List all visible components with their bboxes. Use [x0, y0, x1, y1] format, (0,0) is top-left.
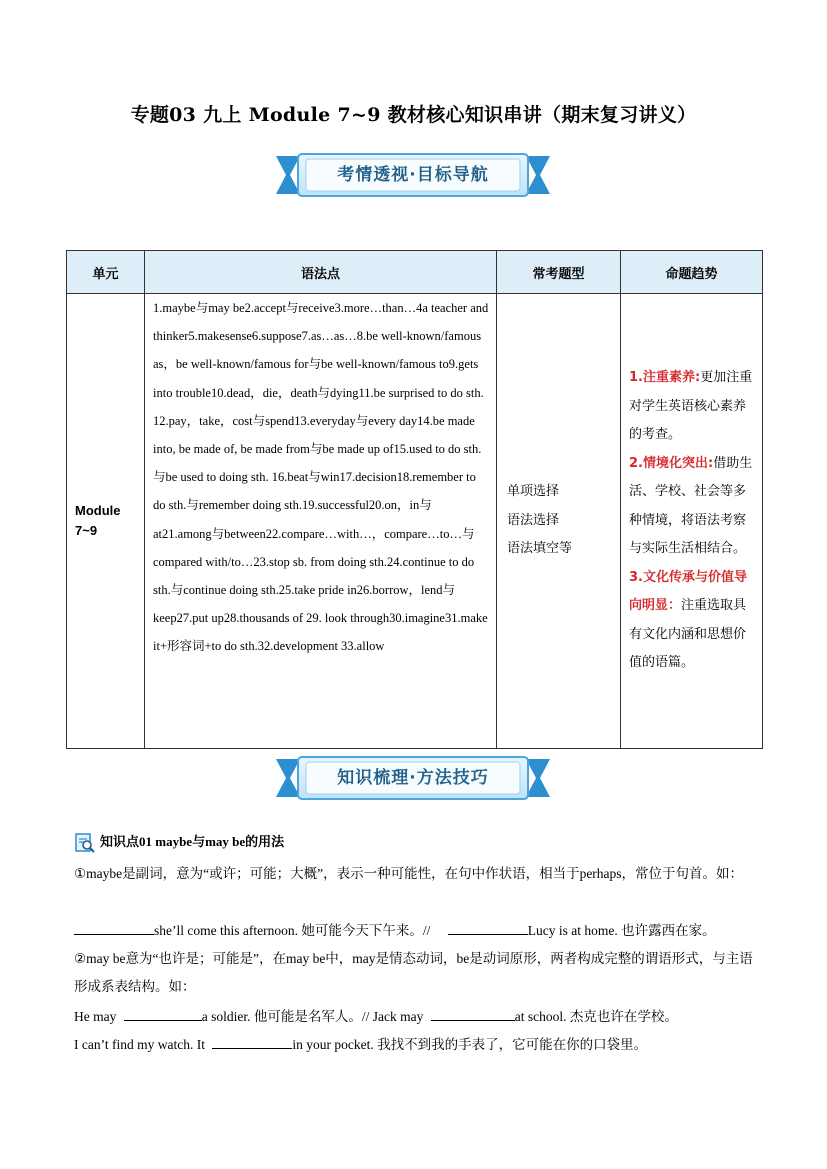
knowledge-point-heading [74, 830, 764, 854]
trend-text: 借助生活、学校、社会等多种情境，将语法考察与实际生活相结合。 [629, 455, 753, 557]
section-banner-exam-overview [276, 152, 550, 198]
example-line [74, 1003, 764, 1031]
fill-blank [124, 1006, 202, 1021]
trend-label: 2.情境化突出: [629, 455, 714, 471]
header-trends: 命题趋势 [621, 251, 763, 294]
example-text: a soldier. 他可能是名军人。// Jack may [201, 1009, 424, 1024]
fill-blank [74, 920, 154, 935]
trend-text: 注重选取具有文化内涵和思想价值的语篇。 [629, 598, 747, 671]
trends-cell [621, 294, 763, 749]
trend-item [629, 364, 754, 450]
banner-title: 考情透视·目标导航 [337, 165, 489, 185]
example-text: He may [74, 1009, 117, 1024]
paragraph-maybe: ①maybe是副词，意为“或许；可能；大概”，表示一种可能性，在句中作状语，相当于perhaps，常位于句首。如： [74, 866, 744, 881]
example-text: Lucy is at home. 也许露西在家。 [527, 923, 716, 938]
example-line [74, 917, 764, 945]
header-unit: 单元 [67, 251, 145, 294]
trend-label: 1.注重素养: [629, 370, 701, 386]
table-row [67, 294, 763, 749]
paragraph-may-be: ②may be意为“也许是；可能是”，在may be中，may是情态动词，be是动词原形，两者构成完整的谓语形式，与主语形成系表结构。如： [74, 951, 753, 994]
question-type-item: 语法填空等 [507, 541, 573, 557]
page-title: 专题03 九上 Module 7~9 教材核心知识串讲（期末复习讲义） [130, 104, 697, 126]
example-text: at school. 杰克也许在学校。 [514, 1009, 678, 1024]
trend-item [629, 564, 754, 678]
example-line [74, 1031, 764, 1059]
header-question-types: 常考题型 [497, 251, 621, 294]
fill-blank [448, 920, 528, 935]
table-header-row [67, 251, 763, 294]
example-text: she’ll come this afternoon. 她可能今天下午来。// [154, 923, 431, 938]
banner-title: 知识梳理·方法技巧 [337, 768, 489, 788]
header-grammar-points: 语法点 [145, 251, 497, 294]
fill-blank [212, 1034, 292, 1049]
question-type-item: 单项选择 [507, 484, 560, 500]
example-text: in your pocket. 我找不到我的手表了，它可能在你的口袋里。 [292, 1037, 648, 1052]
section-banner-knowledge-review [276, 755, 550, 801]
question-type-item: 语法选择 [507, 512, 560, 528]
trend-text: 更加注重对学生英语核心素养的考查。 [629, 370, 753, 443]
knowledge-point-title: 知识点01 maybe与may be的用法 [100, 834, 285, 849]
summary-table [66, 250, 763, 749]
trend-item [629, 450, 754, 564]
search-document-icon [74, 832, 96, 854]
question-types-cell [497, 294, 621, 749]
fill-blank [431, 1006, 515, 1021]
example-text: I can’t find my watch. It [74, 1037, 205, 1052]
unit-cell: Module 7~9 [67, 294, 145, 749]
trend-label: 3.文化传承与价值导向明显： [629, 569, 747, 614]
grammar-points-cell: 1.maybe与may be2.accept与receive3.more…than…4a teacher and thinker5.makesense6.suppose7.as…as…8.be well-known/famous as，be well-known/famous for与be well-known/famous to9.gets into trouble10.dead，die，death与dying11.be surprised to do sth. 12.pay，take，cost与spend13.everyday与every day14.be made into, be made of, be made from与be made up of15.used to do sth.与be used to doing sth. 16.beat与win17.decision18.remember to do sth.与remember doing sth.19.successful20.on，in与at21.among与between22.compare…with…，compare…to…与compared with/to…23.stop sb. from doing sth.24.continue to do sth.与continue doing sth.25.take pride in26.borrow，lend与keep27.put up28.thousands of 29. look through30.imagine31.make it+形容词+to do sth.32.development 33.allow [145, 294, 497, 749]
